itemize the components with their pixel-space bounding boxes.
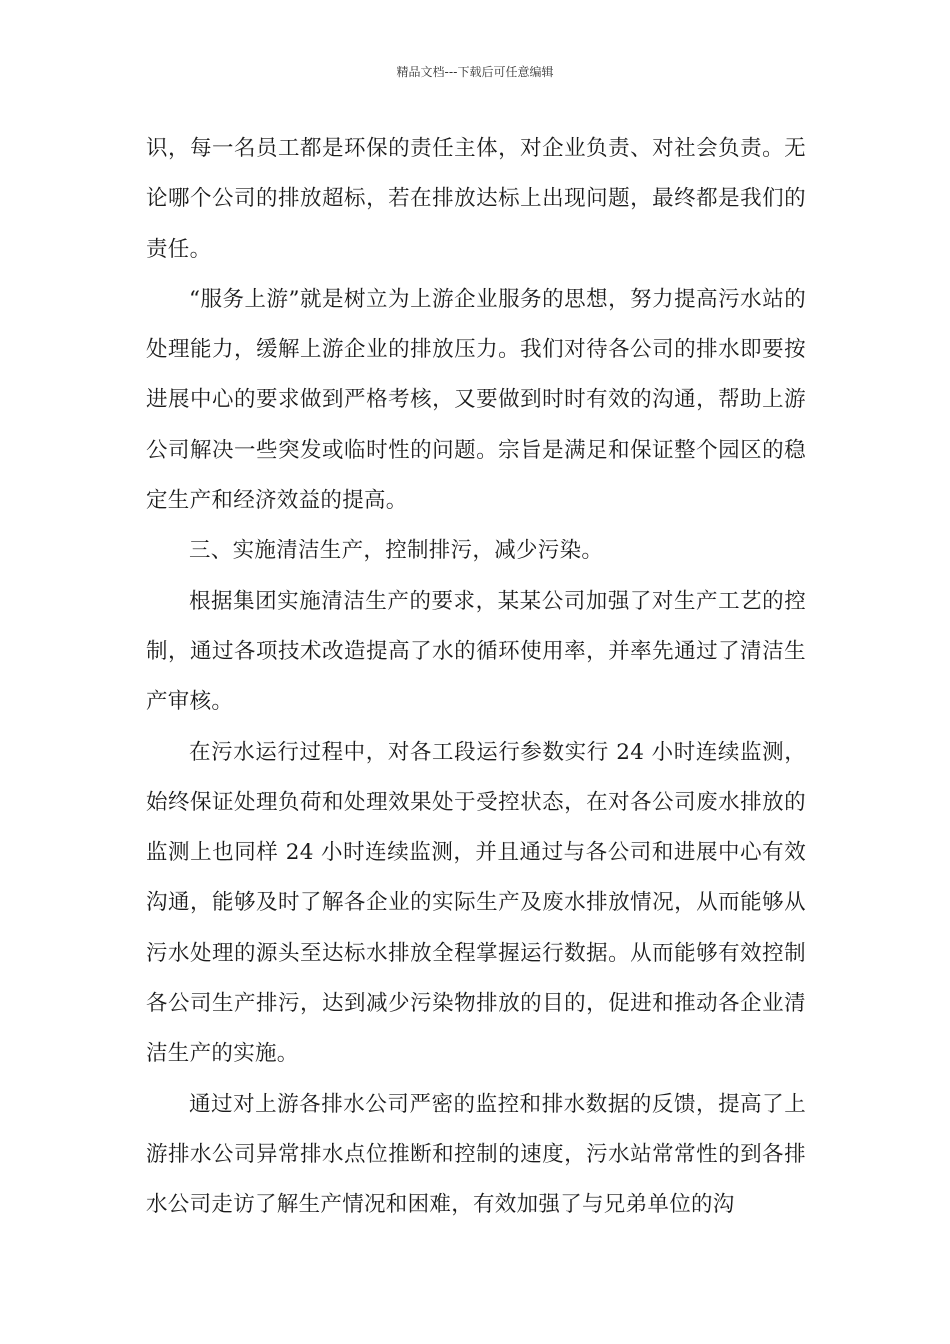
paragraph-5: 通过对上游各排水公司严密的监控和排水数据的反馈，提高了上游排水公司异常排水点位推断和控制的速度，污水站常常性的到各排水公司走访了解生产情况和困难，有效加强了与兄弟单位的沟 bbox=[146, 1091, 806, 1218]
page-header: 精品文档---下载后可任意编辑 bbox=[396, 65, 554, 79]
section-heading: 三、实施清洁生产，控制排污，减少污染。 bbox=[189, 538, 604, 564]
paragraph-1: 识，每一名员工都是环保的责任主体，对企业负责、对社会负责。无论哪个公司的排放超标，若在排放达标上出现问题，最终都是我们的责任。 bbox=[146, 136, 806, 262]
paragraph-4: 在污水运行过程中，对各工段运行参数实行 24 小时连续监测，始终保证处理负荷和处理效果处于受控状态，在对各公司废水排放的监测上也同样 24 小时连续监测，并且通过与各公司和进展中心有效沟通，能够及时了解各企业的实际生产及废水排放情况，从而能够从污水处理的源头至达标水排放全程掌握运行数据。从而能够有效控制各公司生产排污，达到减少污染物排放的目的，促进和推动各企业清洁生产的实施。 bbox=[146, 739, 806, 1067]
paragraph-2: “服务上游”就是树立为上游企业服务的思想，努力提高污水站的处理能力，缓解上游企业的排放压力。我们对待各公司的排水即要按进展中心的要求做到严格考核，又要做到时时有效的沟通，帮助上游公司解决一些突发或临时性的问题。宗旨是满足和保证整个园区的稳定生产和经济效益的提高。 bbox=[146, 286, 806, 514]
paragraph-3: 根据集团实施清洁生产的要求，某某公司加强了对生产工艺的控制，通过各项技术改造提高了水的循环使用率，并率先通过了清洁生产审核。 bbox=[146, 588, 806, 715]
document-body bbox=[146, 124, 806, 1231]
